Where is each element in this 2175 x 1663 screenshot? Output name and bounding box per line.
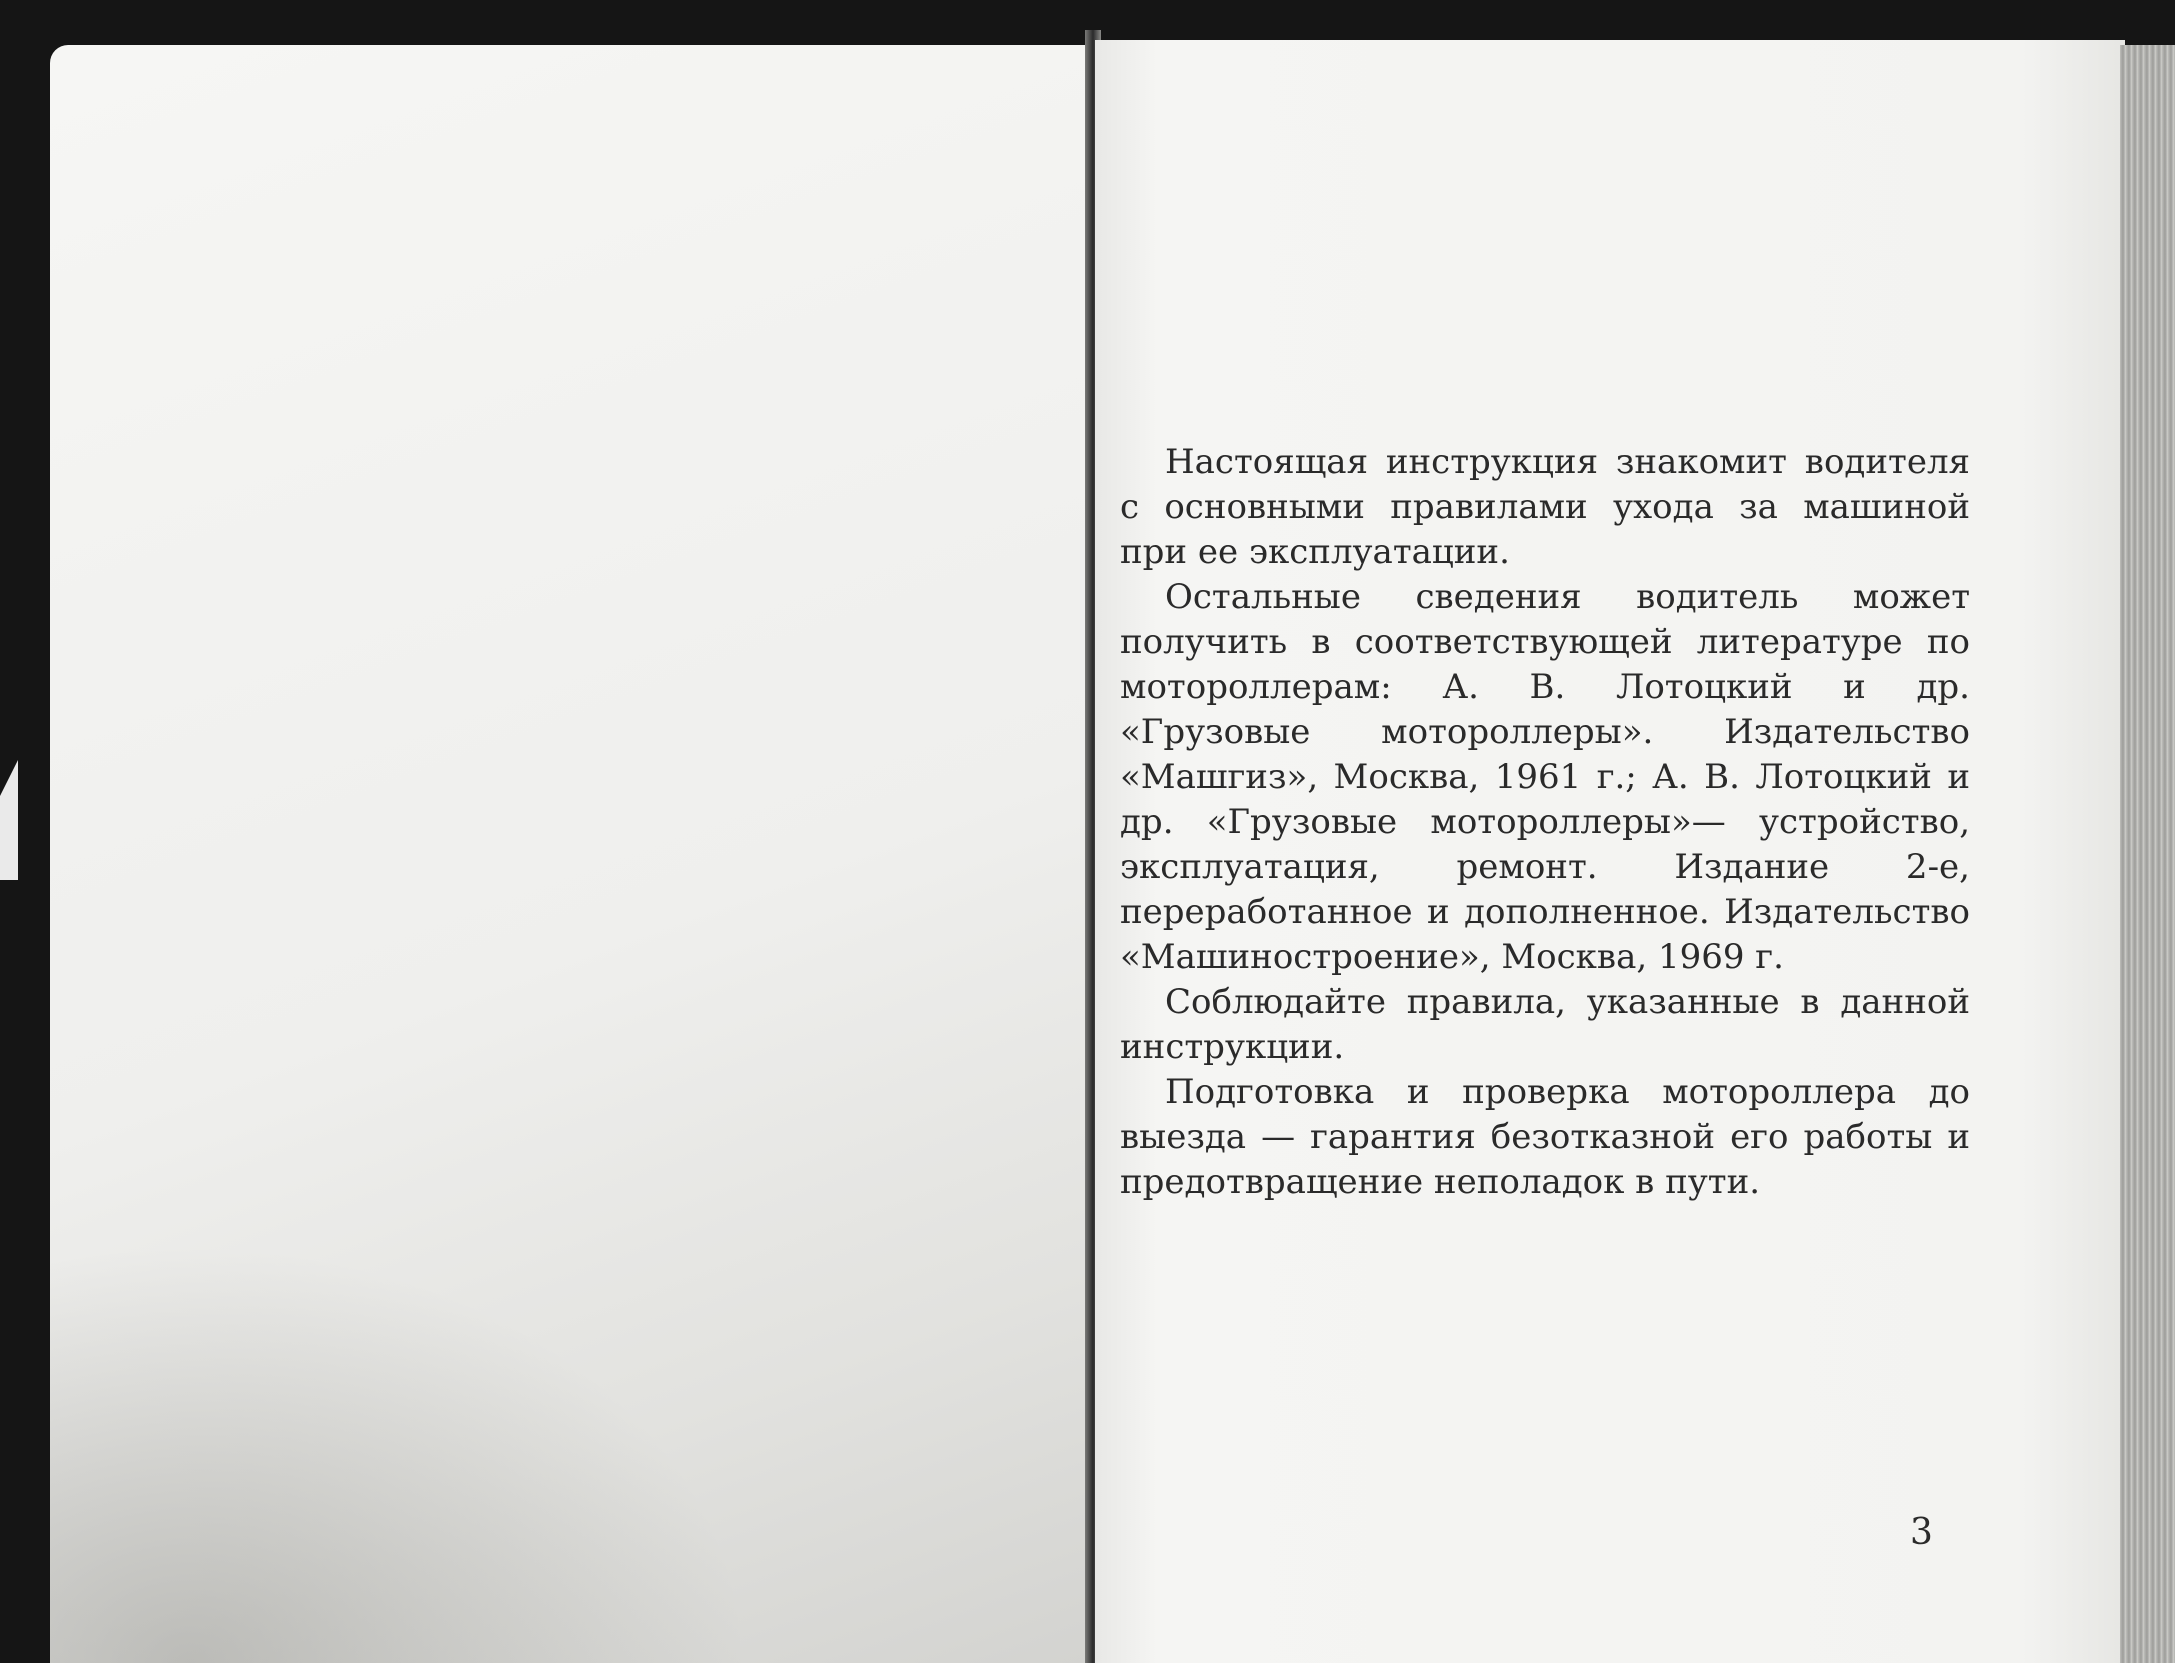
left-page-blank: [50, 45, 1090, 1663]
left-edge-mark: [0, 760, 18, 880]
body-text: [1120, 440, 1970, 1205]
paragraph-rules: Соблюдайте правила, указанные в данной инструкции.: [1120, 982, 1970, 1067]
paragraph-literature: Остальные сведения водитель может получить в соответствующей литературе по мотороллерам: А. В. Лотоцкий и др. «Грузовые мотороллеры». Издательство «Машгиз», Москва, 1961 г.; А. В. Лотоцкий и др. «Грузовые мотороллеры»— устройство, эксплуатация, ремонт. Издание 2-е, переработанное и дополненное. Издательство «Машиностроение», Москва, 1969 г.: [1120, 577, 1970, 977]
page-edges: [2120, 45, 2175, 1663]
paragraph-preparation: Подготовка и проверка мотороллера до выезда — гарантия безотказной его работы и предотвращение неполадок в пути.: [1120, 1072, 1970, 1202]
paragraph-intro: Настоящая инструкция знакомит водителя с основными правилами ухода за машиной при ее эксплуатации.: [1120, 442, 1970, 572]
page-number: 3: [1910, 1512, 1933, 1553]
